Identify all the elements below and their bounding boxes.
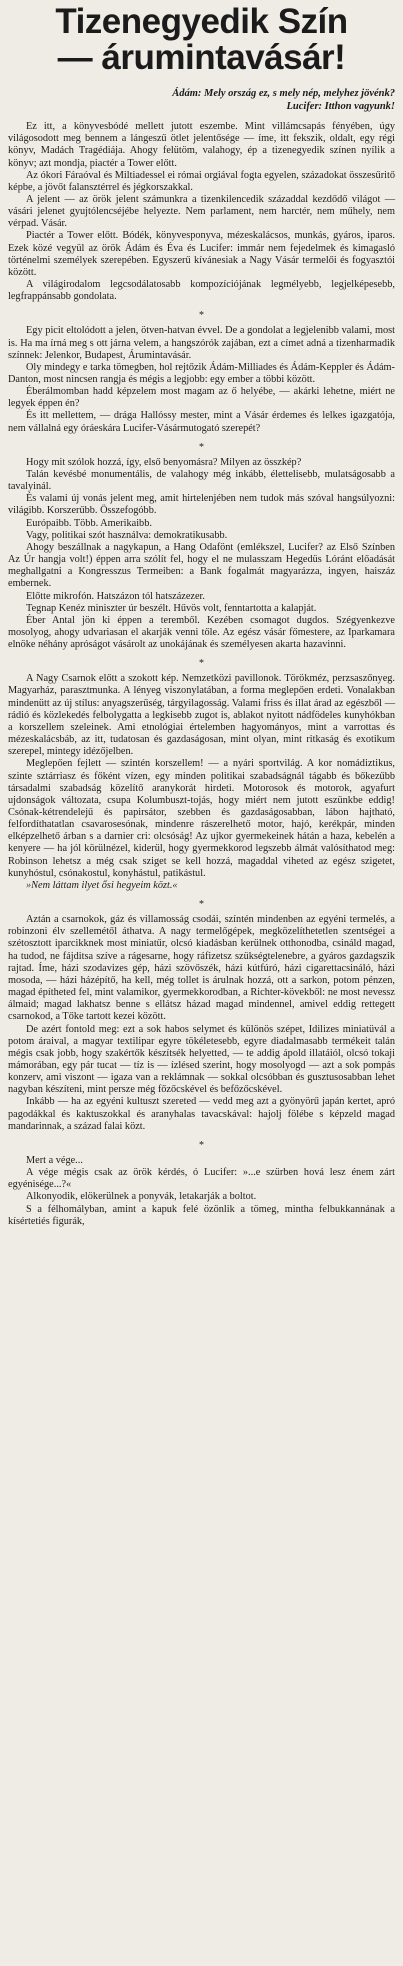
paragraph: De azért fontold meg: ezt a sok habos selymet és különös szépet, Idilizes miniatüvál a potom áraival, a magyar textilipar egyre tökéletesebb, egyre diadalmasabb termékeit talán mégis csak jobb, hogy szakértők készítsék helyetted, — te addig ápold illatáiól, olcsó tokaji mámorában, egy pár tucat — tíz is — ízlésed szerint, hogy mosolyogd — azt a sok pompás konzerv, ami viszont — igaza van a reklámnak — sokkal olcsóbban és gusztusosabban lehet nagyban készíteni, mint persze még főzőcskével és befőzőcskével. <box>8 1023 395 1096</box>
headline-line-2: — árumintavásár! <box>57 38 346 78</box>
paragraph: Európaibb. Több. Amerikaibb. <box>26 517 152 529</box>
paragraph: Inkább — ha az egyéni kultuszt szereted — vedd meg azt a gyönyörű japán kertet, apró pagodákkal és kaktuszokkal és aranyhalas tavacskával: hajolj fölébe s képzeld magad mandarinnak, a század falai közt. <box>8 1096 395 1132</box>
paragraph: A Nagy Csarnok előtt a szokott kép. Nemzetközi pavillonok. Törökméz, perzsaszőnyeg. Magyarház, parasztmunka. A lényeg viszonylatában, a forma meglepően erdeti. Vonalakban mindenütt az új stílus: anyagszerűség, tárgyilagosság. Valami friss és illat árad az egészből — rádió és közlekedés felbolygatta a legkisebb zugot is, ablakot nyitott nádfödeles kunyhókban a korszellem szeleinek. Ami etnológiai értelemben hagyományos, mint a varrottas és mézeskalácsbáb, az itt, tudatosan és gazdaságosan, mint olyan, mint ritkaság és exotikum szerepel, mintegy idézőjelben. <box>8 673 395 758</box>
paragraph: Egy picit eltolódott a jelen, ötven-hatvan évvel. De a gondolat a legjelenibb valami, most is. Ha ma írná meg s ott járna velem, a hangszórók zajában, ezt a címet adná a tizenharmadik színnek: Jelenkor, Budapest, Árumintavásár. <box>8 325 395 361</box>
section-separator: * <box>199 441 204 453</box>
section-separator: * <box>199 899 204 911</box>
paragraph: Tegnap Kenéz miniszter úr beszélt. Hűvös volt, fenntartotta a kalapját. <box>26 602 317 614</box>
paragraph: És itt mellettem, — drága Hallóssy mester, mint a Vásár érdemes és lelkes igazgatója, nem vállalná egy óráeskára Lucifer-Vásármutogató szerepét? <box>8 410 395 434</box>
paragraph: Az ókori Fáraóval és Miltiadessel ei római orgiával fogta egyelen, századokat összesűritő képbe, a jövőt falansztérrel és jégkorszakkal. <box>8 169 395 193</box>
paragraph: Piactér a Tower előtt. Bódék, könyvesponyva, mézeskalácsos, munkás, gyáros, iparos. Ezek közé vegyül az örök Ádám és Éva és Lucifer: immár nem fejedelmek és kimagasló történelmi személyek szerepében. Egyszerű kívánesiak a Nagy Vásár termelői és fogyasztói között. <box>8 230 395 278</box>
section-1 <box>8 121 395 303</box>
section-separator: * <box>199 310 204 322</box>
paragraph: Hogy mit szólok hozzá, így, első benyomásra? Milyen az összkép? <box>26 456 302 468</box>
paragraph: A világirodalom legcsodálatosabb kompozíciójának legmélyebb, legjelképesebb, legfrappánsabb gondolata. <box>8 279 395 303</box>
paragraph: A jelent — az örök jelent számunkra a tizenkilencedik századdal kezdődő világot — vásári jelenet gyujtólencséjébe helyezte. Nem parlament, nem harctér, nem műhely, nem vérpad. Vásár. <box>8 193 395 230</box>
paragraph: Meglepően fejlett — szintén korszellem! — a nyári sportvilág. A kor nomádiztikus, szinte sztárriasz és főként vízen, egy minden politikai szabadságnál tágabb és bőkezűbb társadalmi szabadság közelítő aranykorát hirdeti. Motorosok és motorok, agyafurt ujdonságok változata, csupa Kolumbuszt-tojás, hogy miért nem jutott eszünkbe eddig! Csónak-kétrendelejű és papirsátor, szebben és gazdaságosabban, lábon hajtható, felfordíthatatlan csavarosesónak, mindenre rászerelhető motor, hajó, kerékpár, minden elképzelhető árban s a darnier cri: olcsóság! Az ujkor gyermekeinek hátán a haza, kebelén a kenyere — ha jól körülnézel, kiderül, hogy gyermekkorod legszebb álmát valósíthatod meg: Robinson lehetsz a még csak sziget se kell hozzá, magaddal viheted az egész szigetet, kunyhóstul, csónakostul, konyhástul, patikástul. <box>8 758 395 879</box>
dialogue-lucifer: Lucifer: Itthon vagyunk! <box>286 100 395 112</box>
section-separator: * <box>199 1139 204 1151</box>
paragraph: Aztán a csarnokok, gáz és villamosság csodái, színtén mindenben az egyéni termelés, a robinzoni élv szellemétől áthatva. A nagy termelőgépek, megközelíthetetlen szentségei a szétosztott iparcikknek most miniatűr, olcsó kiadásban kerülnek otthonodba, csináld magad, ha tudod, ne fájditsa szíve a rágesarne, hogy ráfizetsz szükségtelenebre, a gyáros gazdagszik rajtad. Íme, házi szodavizes gép, házi szövőszék, házi kútfúró, házi cigarettacsináló, házi mosoda, — házi házépítő, ha kell, még tollet is árulnak hozzá, ott a sarkon, potom pénzen, magad építheted fel, mint valamikor, gyermekkorodban, a Richter-kövekből: ne most nevessz álmaid; magad lakhatsz benne s ellátsz házad magad mindennel, amivel eddig rettegett csarnokod, a Tőke tartott kezei között. <box>8 914 395 1023</box>
paragraph: Mert a vége... <box>26 1154 83 1166</box>
paragraph: Éberálmomban hadd képzelem most magam az ő helyébe, — akárki lehetne, miért ne legyek éppen én? <box>8 386 395 410</box>
paragraph: S a félhomályban, amint a kapuk felé özönlik a tömeg, mintha felbukkannának a kísértetiés figurák, <box>8 1203 395 1227</box>
paragraph: Ahogy beszállnak a nagykapun, a Hang Odafönt (emlékszel, Lucifer? az Első Színben Az Úr hangja volt!) éppen arra szólít fel, hogy el ne mulasszam Hegedüs Lóránt előadását meghallgatni a Kongresszus Termeiben: a Bank fogalmát magyarázza, ingyen, haiszáz embernek. <box>8 541 395 590</box>
section-3 <box>8 457 395 652</box>
opening-dialogue <box>8 87 395 113</box>
paragraph: Oly mindegy e tarka tömegben, hol rejtőzik Ádám-Milliades és Ádám-Keppler és Ádám-Danton, most nincsen rangja és mégis a legjobb: egy ember a többi között. <box>8 361 395 385</box>
paragraph: Vagy, politikai szót használva: demokratikusabb. <box>26 529 228 541</box>
section-5 <box>8 914 395 1133</box>
section-2 <box>8 325 395 434</box>
paragraph: És valami új vonás jelent meg, amit hirtelenjében nem tudok más szóval hangsúlyozni: világibb. Korszerűbb. Összefogóbb. <box>8 493 395 517</box>
paragraph: Ez itt, a könyvesbódé mellett jutott eszembe. Mint villámcsapás fényében, úgy világosodott meg bennem a lángeszű ötlet jelentősége — íme, itt fekszik, oldalt, egy régi könyv, Madách Tragédiája. Ahogy felütöm, valahogy, ép a tizenegyedik színen nyílik a könyv; azt mondja, piactér a Tower előtt. <box>8 121 395 169</box>
paragraph: A vége mégis csak az örök kérdés, ó Lucifer: »...e szürben hová lesz énem zárt egyénisége...?« <box>8 1167 395 1191</box>
paragraph: Talán kevésbé monumentális, de valahogy még inkább, élettelisebb, mulatságosabb a tavalyinál. <box>8 468 395 493</box>
quote-line: »Nem láttam ilyet ősi hegyeim közt.« <box>26 879 178 891</box>
paragraph: Éber Antal jön ki éppen a teremből. Kezében csomagot dugdos. Szégyenkezve mosolyog, ahogy udvariasan el akarják venni tőle. Az egész vásár főmestere, az Iparkamara elnöke néhány apróságot vásárolt az unokájának és személyesen akarta hazavinni. <box>8 614 395 651</box>
paragraph: Alkonyodik, elökerülnek a ponyvák, letakarják a boltot. <box>26 1191 257 1203</box>
headline-line-1: Tizenegyedik Szín <box>55 2 348 41</box>
paragraph: Előtte mikrofón. Hatszázon tól hatszázezer. <box>26 590 205 602</box>
section-separator: * <box>199 658 204 670</box>
section-6 <box>8 1155 395 1228</box>
section-4 <box>8 673 395 892</box>
dialogue-adam: Ádám: Mely ország ez, s mely nép, melyhez jövénk? <box>172 87 395 99</box>
